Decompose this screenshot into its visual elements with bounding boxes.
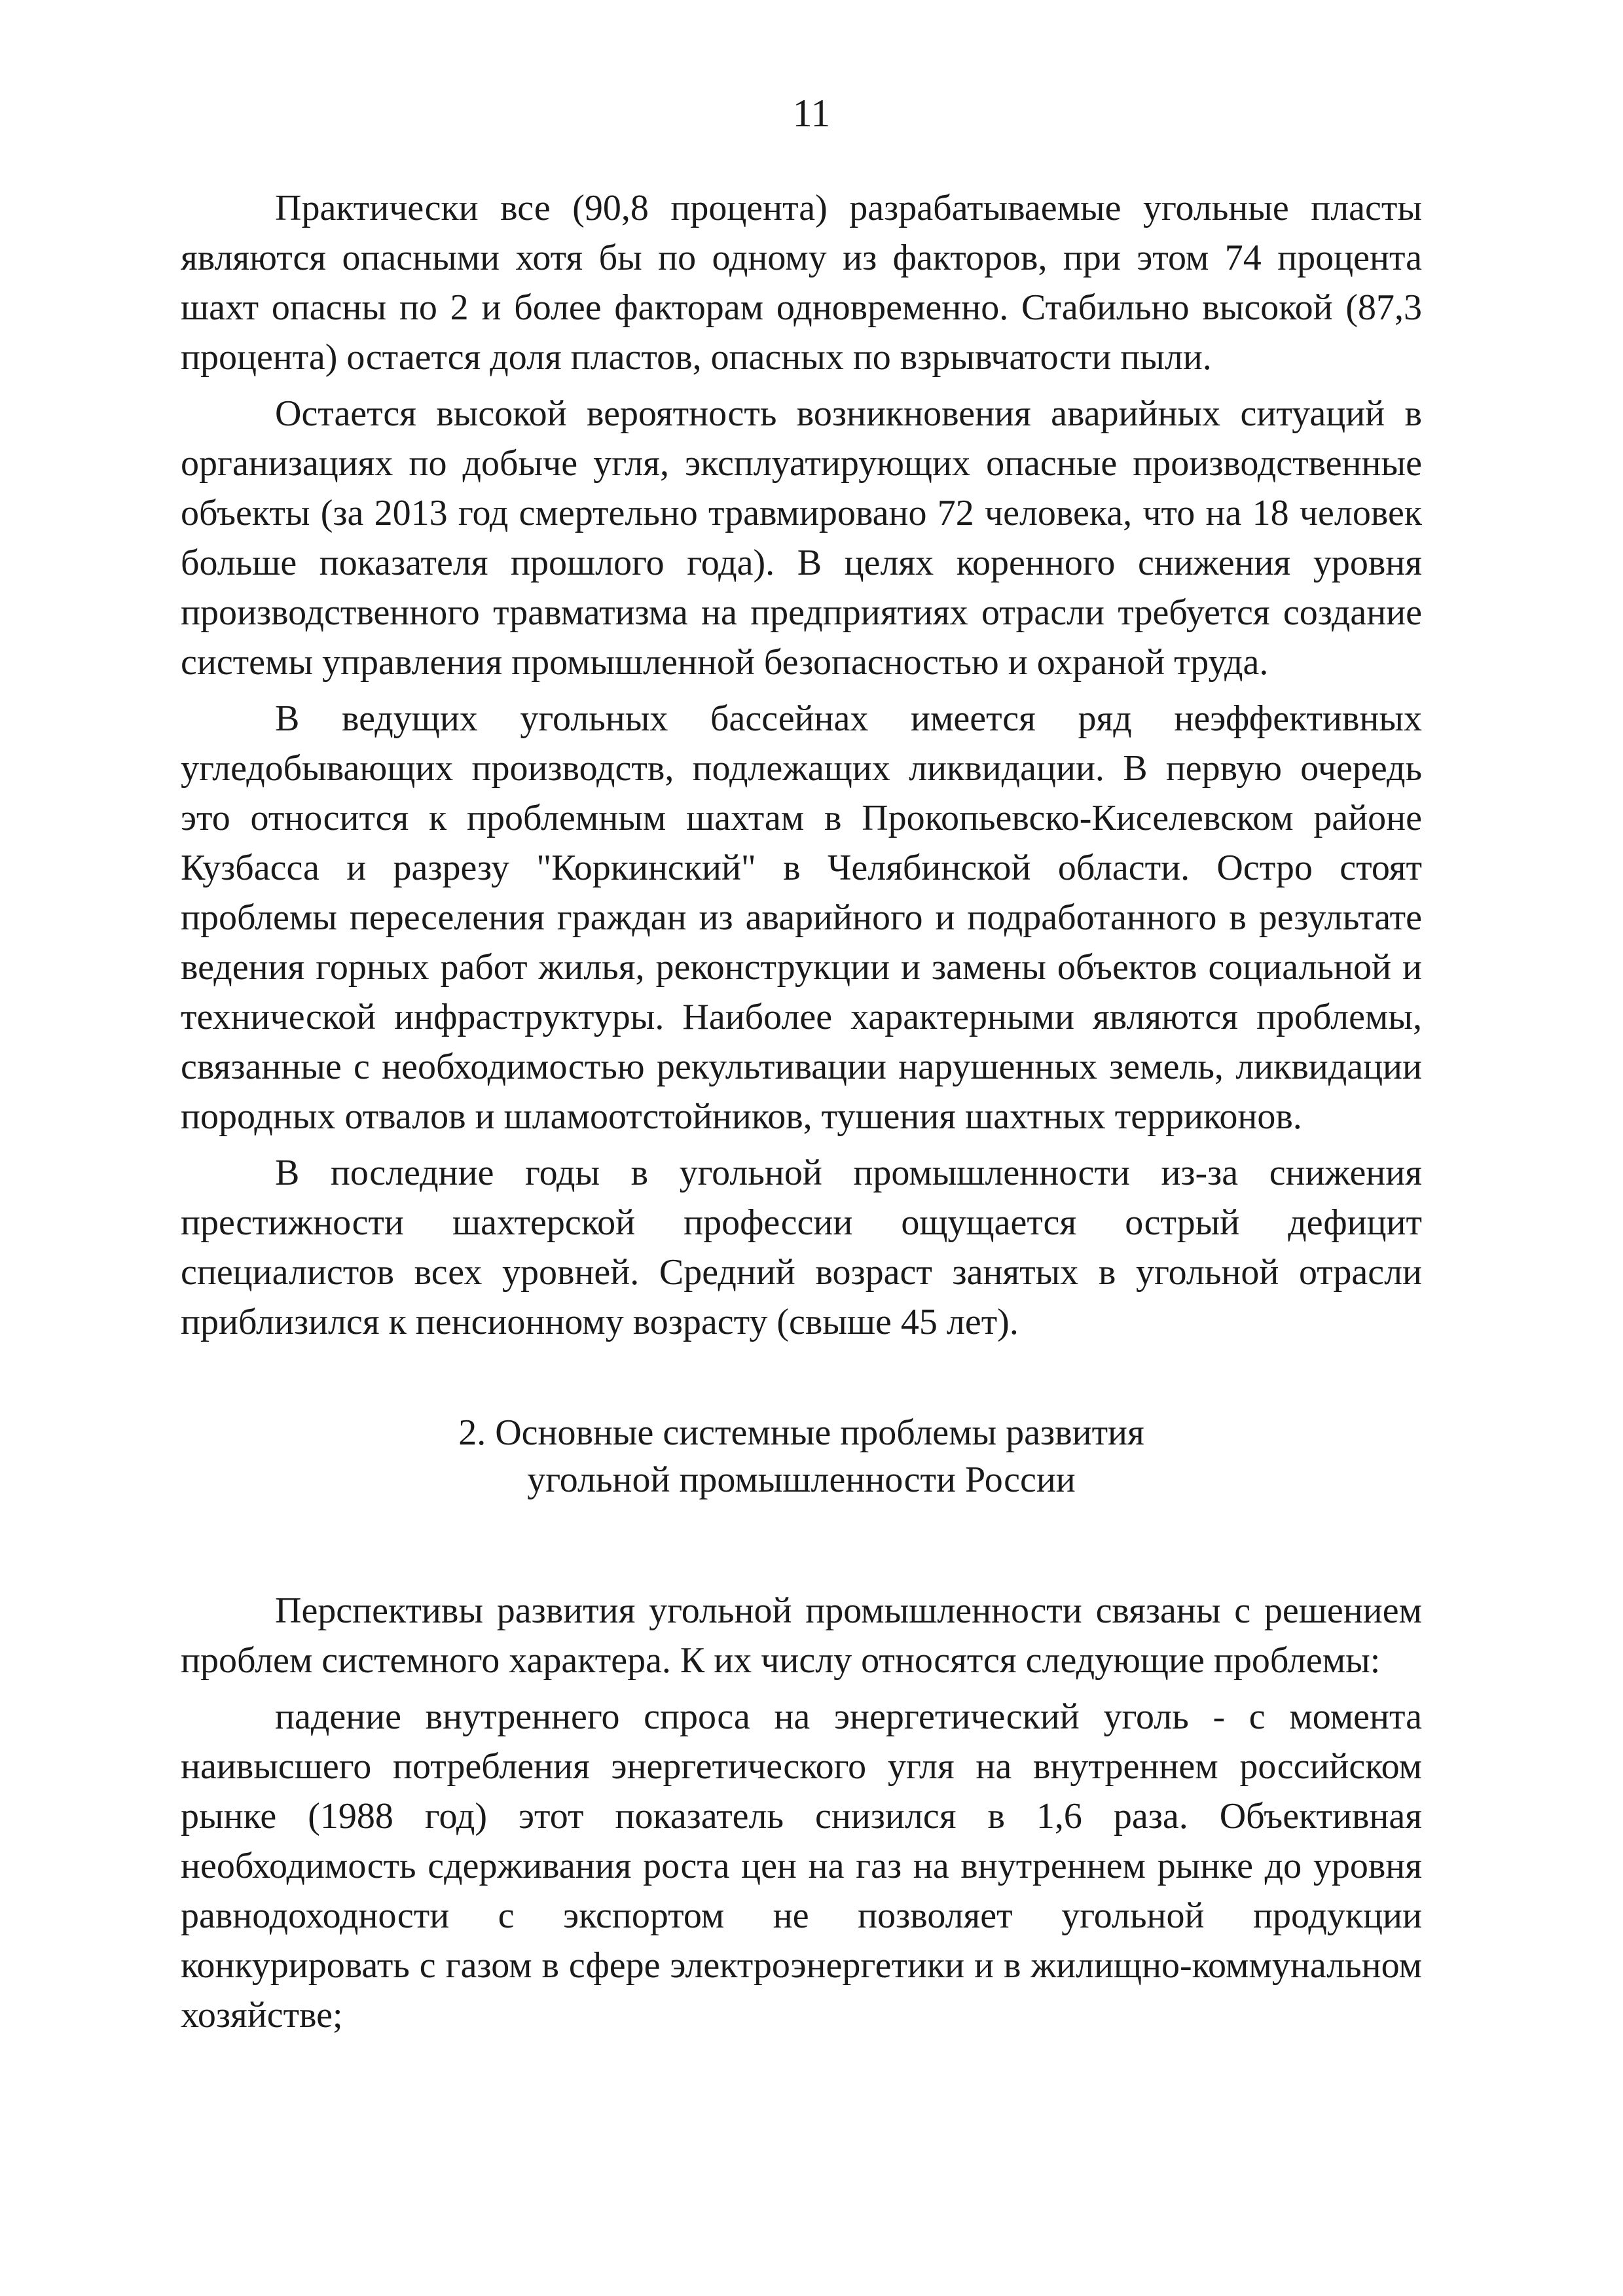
paragraph-accident-risk: Остается высокой вероятность возникновения аварийных ситуаций в организациях по добыче угля, эксплуатирующих опасные производственные объекты (за 2013 год смертельно травмировано 72 человека, что на 18 человек больше показателя прошлого года). В целях коренного снижения уровня производственного травматизма на предприятиях отрасли требуется создание системы управления промышленной безопасностью и охраной труда.	[181, 393, 1422, 683]
paragraph-staff-shortage: В последние годы в угольной промышленности из-за снижения престижности шахтерской профессии ощущается острый дефицит специалистов всех уровней. Средний возраст занятых в угольной отрасли приблизился к пенсионному возрасту (свыше 45 лет).	[181, 1153, 1422, 1342]
paragraph-systemic-problems-intro: Перспективы развития угольной промышленности связаны с решением проблем системного характера. К их числу относятся следующие проблемы:	[181, 1590, 1422, 1681]
paragraph-domestic-demand-decline: падение внутреннего спроса на энергетический уголь - с момента наивысшего потребления энергетического угля на внутреннем российском рынке (1988 год) этот показатель снизился в 1,6 раза. Объективная необходимость сдерживания роста цен на газ на внутреннем рынке до уровня равнодоходности с экспортом не позволяет угольной продукции конкурировать с газом в сфере электроэнергетики и в жилищно-коммунальном хозяйстве;	[181, 1696, 1422, 2036]
section-heading-line-1: 2. Основные системные проблемы развития	[458, 1412, 1144, 1453]
document-body	[181, 183, 1422, 2047]
paragraph-hazardous-seams: Практически все (90,8 процента) разрабатываемые угольные пласты являются опасными хотя бы по одному из факторов, при этом 74 процента шахт опасны по 2 и более факторам одновременно. Стабильно высокой (87,3 процента) остается доля пластов, опасных по взрывчатости пыли.	[181, 188, 1422, 378]
section-heading-line-2: угольной промышленности России	[527, 1460, 1076, 1500]
paragraph-inefficient-production: В ведущих угольных бассейнах имеется ряд неэффективных угледобывающих производств, подлежащих ликвидации. В первую очередь это относится к проблемным шахтам в Прокопьевско-Киселевском районе Кузбасса и разрезу "Коркинский" в Челябинской области. Остро стоят проблемы переселения граждан из аварийного и подработанного в результате ведения горных работ жилья, реконструкции и замены объектов социальной и технической инфраструктуры. Наиболее характерными являются проблемы, связанные с необходимостью рекультивации нарушенных земель, ликвидации породных отвалов и шламоотстойников, тушения шахтных терриконов.	[181, 698, 1422, 1137]
page-number: 11	[792, 92, 831, 135]
section-heading	[181, 1409, 1422, 1503]
